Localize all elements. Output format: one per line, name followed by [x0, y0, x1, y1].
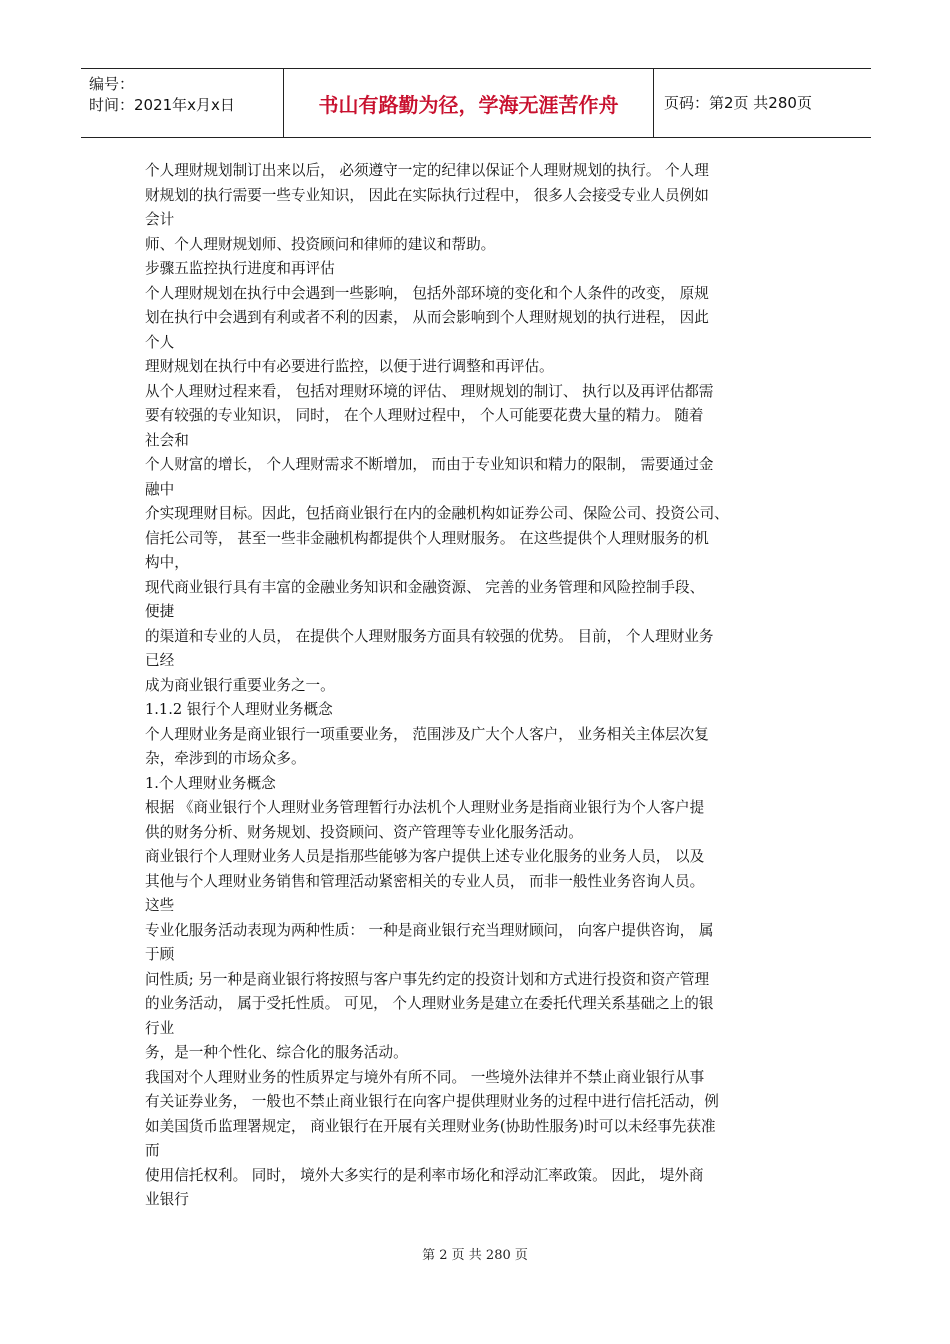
body-line: 构中， [145, 554, 189, 571]
body-line: 于顾 [145, 946, 175, 963]
body-line: 我国对个人理财业务的性质界定与境外有所不同。 一些境外法律并不禁止商业银行从事 [145, 1068, 705, 1086]
body-line: 个人财富的增长， 个人理财需求不断增加， 而由于专业知识和精力的限制， 需要通过金 [145, 456, 714, 473]
body-line: 专业化服务活动表现为两种性质： 一种是商业银行充当理财顾问， 向客户提供咨询， 属 [145, 921, 714, 939]
body-line: 信托公司等， 甚至一些非金融机构都提供个人理财服务。 在这些提供个人理财服务的机 [145, 529, 709, 547]
body-line: 业银行 [145, 1191, 189, 1208]
body-line: 从个人理财过程来看， 包括对理财环境的评估、 理财规划的制订、 执行以及再评估都需 [145, 382, 714, 400]
body-line: 融中 [145, 480, 175, 498]
body-line: 财规划的执行需要一些专业知识， 因此在实际执行过程中， 很多人会接受专业人员例如 [145, 186, 709, 204]
header-motto-cell [283, 69, 654, 137]
body-line: 使用信托权利。 同时， 境外大多实行的是利率市场化和浮动汇率政策。 因此， 堤外商 [145, 1166, 704, 1184]
body-line: 会计 [145, 211, 175, 228]
body-line: 有关证券业务， 一般也不禁止商业银行在向客户提供理财业务的过程中进行信托活动，例 [145, 1093, 719, 1110]
header-page-cell [654, 69, 871, 137]
header-page-info: 页码：第2页 共280页 [664, 93, 812, 112]
body-line: 划在执行中会遇到有利或者不利的因素， 从而会影响到个人理财规划的执行进程， 因此 [145, 309, 709, 326]
body-line: 问性质; 另一种是商业银行将按照与客户事先约定的投资计划和方式进行投资和资产管理 [145, 970, 710, 988]
body-line: 要有较强的专业知识， 同时， 在个人理财过程中， 个人可能要花费大量的精力。 随着 [145, 407, 704, 424]
body-line: 师、个人理财规划师、投资顾问和律师的建议和帮助。 [145, 235, 496, 253]
body-line: 介实现理财目标。因此，包括商业银行在内的金融机构如证券公司、保险公司、投资公司、 [145, 505, 729, 522]
header-motto: 书山有路勤为径，学海无涯苦作舟 [318, 92, 619, 117]
body-line: 而 [145, 1142, 160, 1159]
body-line: 杂，牵涉到的市场众多。 [145, 750, 306, 767]
body-line: 1.个人理财业务概念 [145, 774, 276, 792]
body-line: 的业务活动， 属于受托性质。 可见， 个人理财业务是建立在委托代理关系基础之上的银 [145, 995, 714, 1012]
body-line: 供的财务分析、财务规划、投资顾问、资产管理等专业化服务活动。 [145, 823, 583, 841]
body-line: 务，是一种个性化、综合化的服务活动。 [145, 1044, 408, 1061]
body-line: 个人理财业务是商业银行一项重要业务， 范围涉及广大个人客户， 业务相关主体层次复 [145, 725, 709, 743]
document-body [145, 159, 810, 1213]
body-line: 个人 [145, 333, 175, 351]
document-date-label: 时间：2021年x月x日 [89, 96, 235, 114]
body-line: 1.1.2 银行个人理财业务概念 [145, 701, 333, 718]
body-line: 成为商业银行重要业务之一。 [145, 676, 335, 694]
body-line: 的渠道和专业的人员， 在提供个人理财服务方面具有较强的优势。 目前， 个人理财业务 [145, 627, 714, 645]
body-line: 理财规划在执行中有必要进行监控，以便于进行调整和再评估。 [145, 358, 554, 375]
body-line: 现代商业银行具有丰富的金融业务知识和金融资源、 完善的业务管理和风险控制手段、 [145, 578, 705, 596]
body-line: 商业银行个人理财业务人员是指那些能够为客户提供上述专业化服务的业务人员， 以及 [145, 848, 705, 865]
page-header [81, 68, 871, 138]
document-number-label: 编号： [89, 75, 135, 93]
body-line: 个人理财规划在执行中会遇到一些影响， 包括外部环境的变化和个人条件的改变， 原规 [145, 284, 709, 302]
body-line: 根据 《商业银行个人理财业务管理暂行办法机个人理财业务是指商业银行为个人客户提 [145, 799, 705, 816]
body-line: 便捷 [145, 603, 175, 620]
body-line: 步骤五监控执行进度和再评估 [145, 260, 335, 277]
body-line: 已经 [145, 652, 175, 669]
body-line: 社会和 [145, 431, 189, 449]
page-footer: 第 2 页 共 280 页 [422, 1248, 528, 1263]
body-line: 如美国货币监理署规定， 商业银行在开展有关理财业务(协助性服务)时可以未经事先获准 [145, 1117, 716, 1135]
body-line: 个人理财规划制订出来以后， 必须遵守一定的纪律以保证个人理财规划的执行。 个人理 [145, 162, 709, 179]
body-line: 这些 [145, 897, 175, 914]
header-meta-cell [81, 69, 283, 137]
body-line: 行业 [145, 1019, 175, 1037]
body-line: 其他与个人理财业务销售和管理活动紧密相关的专业人员， 而非一般性业务咨询人员。 [145, 872, 705, 890]
